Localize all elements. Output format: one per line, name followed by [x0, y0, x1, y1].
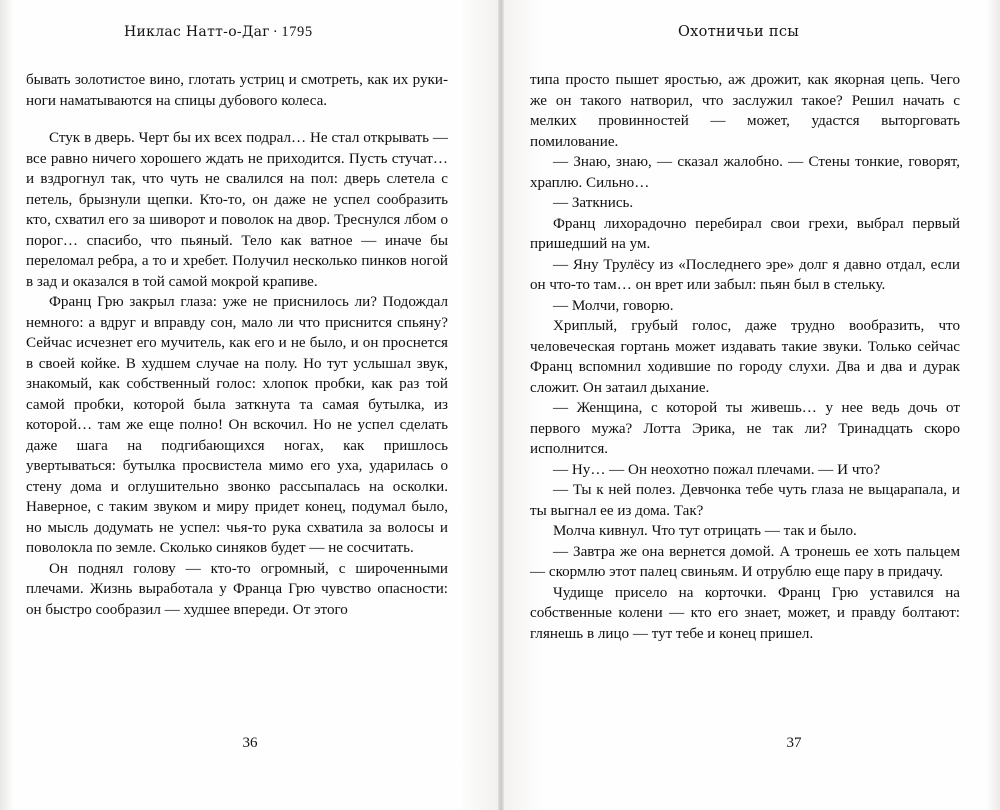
- paragraph: бывать золотистое вино, глотать устриц и смотреть, как их руки-ноги наматываются на спицы дубового колеса.: [26, 72, 448, 109]
- right-page-body-text: [530, 70, 960, 644]
- right-page: [500, 0, 1000, 810]
- paragraph: — Знаю, знаю, — сказал жалобно. — Стены тонкие, говорят, храплю. Сильно…: [530, 154, 960, 191]
- paragraph: — Заткнись.: [553, 195, 634, 211]
- paragraph: Франц лихорадочно перебирал свои грехи, выбрал первый пришедший на ум.: [530, 215, 960, 252]
- paragraph: типа просто пышет яростью, аж дрожит, как якорная цепь. Чего же он такого натворил, что заслужил такое? Решил начать с мелких провинностей — может, удастся выторговать помилование.: [530, 72, 960, 150]
- running-head-chapter-title: Охотничьи псы: [678, 24, 800, 40]
- paragraph: — Завтра же она вернется домой. А тронешь ее хоть пальцем — скормлю этот палец свиньям. И отрублю еще пару в придачу.: [530, 543, 960, 580]
- paragraph: — Молчи, говорю.: [553, 297, 674, 314]
- left-page-body-text: [26, 70, 448, 620]
- paragraph: Франц Грю закрыл глаза: уже не приснилось ли? Подождал немного: а вдруг и вправду сон, мало ли что приснится спьяну? Сейчас исчезнет его мучитель, как его и не было, и он проснется в своей койке. В худшем случае на полу. Но тут услышал звук, знакомый, как собственный голос: хлопок пробки, как раз той самой пробки, которой была заткнута та самая бутылка, из которой… там же еще полно! Он вскочил. Но не успел сделать даже шага на подгибающихся ногах, как пришлось увертываться: бутылка просвистела мимо его уха, ударилась о стену дома и оглушительно звонко рассыпалась на осколки. Наверное, с таким звуком и миру придет конец, подумал было, но мысль додумать не успел: чья-то рука схватила за волосы и поволокла по земле. Сколько синяков будет — не сосчитать.: [26, 294, 448, 556]
- paragraph: — Ты к ней полез. Девчонка тебе чуть глаза не выцарапала, и ты выгнал ее из дома. Так?: [530, 482, 960, 519]
- paragraph: Он поднял голову — кто-то огромный, с широченными плечами. Жизнь выработала у Франца Грю чувство опасности: он быстро сообразил — худшее впереди. От этого: [26, 560, 448, 618]
- running-head-author: Никлас Натт-о-Даг: [124, 24, 270, 40]
- running-head-year: 1795: [281, 24, 313, 40]
- paragraph: Чудище присело на корточки. Франц Грю уставился на собственные колени — кто его знает, может, и правду болтают: глянешь в лицо — тут тебе и конец пришел.: [530, 584, 960, 642]
- running-head-separator: ·: [272, 24, 279, 40]
- left-running-head: [26, 24, 472, 50]
- paragraph: — Ну… — Он неохотно пожал плечами. — И что?: [553, 461, 881, 478]
- paragraph: — Яну Трулёсу из «Последнего эре» долг я давно отдал, если он что-то там… он врет или забыл: пьян был в стельку.: [530, 256, 960, 293]
- right-page-number: 37: [786, 735, 802, 751]
- book-gutter: [498, 0, 504, 810]
- paragraph: Молча кивнул. Что тут отрицать — так и было.: [553, 523, 857, 539]
- right-running-head: [530, 24, 974, 50]
- left-page-edge-shading: [0, 0, 14, 810]
- right-page-edge-shading: [986, 0, 1000, 810]
- paragraph: Хриплый, грубый голос, даже трудно вообразить, что человеческая гортань может издавать такие звуки. Только сейчас Франц вспомнил ходившие по городу слухи. Два и два и дурак сложит. Он затаил дыхание.: [530, 318, 960, 396]
- left-page-number: 36: [242, 735, 258, 751]
- paragraph: Стук в дверь. Черт бы их всех подрал… Не стал открывать — все равно ничего хорошего ждать не приходится. Пусть стучат… и вздрогнул так, что чуть не свалился на пол: дверь слетела с петель, брызнули щепки. Кто-то, он даже не успел сообразить кто, схватил его за шиворот и поволок на двор. Треснулся лбом о порог… спасибо, что пьяный. Тело как ватное — иначе бы переломал ребра, а то и хребет. Получил несколько пинков ногой в зад и оказался в той самой мокрой крапиве.: [26, 130, 448, 290]
- paragraph: — Женщина, с которой ты живешь… у нее ведь дочь от первого мужа? Лотта Эрика, не так ли? Тринадцать скоро исполнится.: [530, 400, 960, 457]
